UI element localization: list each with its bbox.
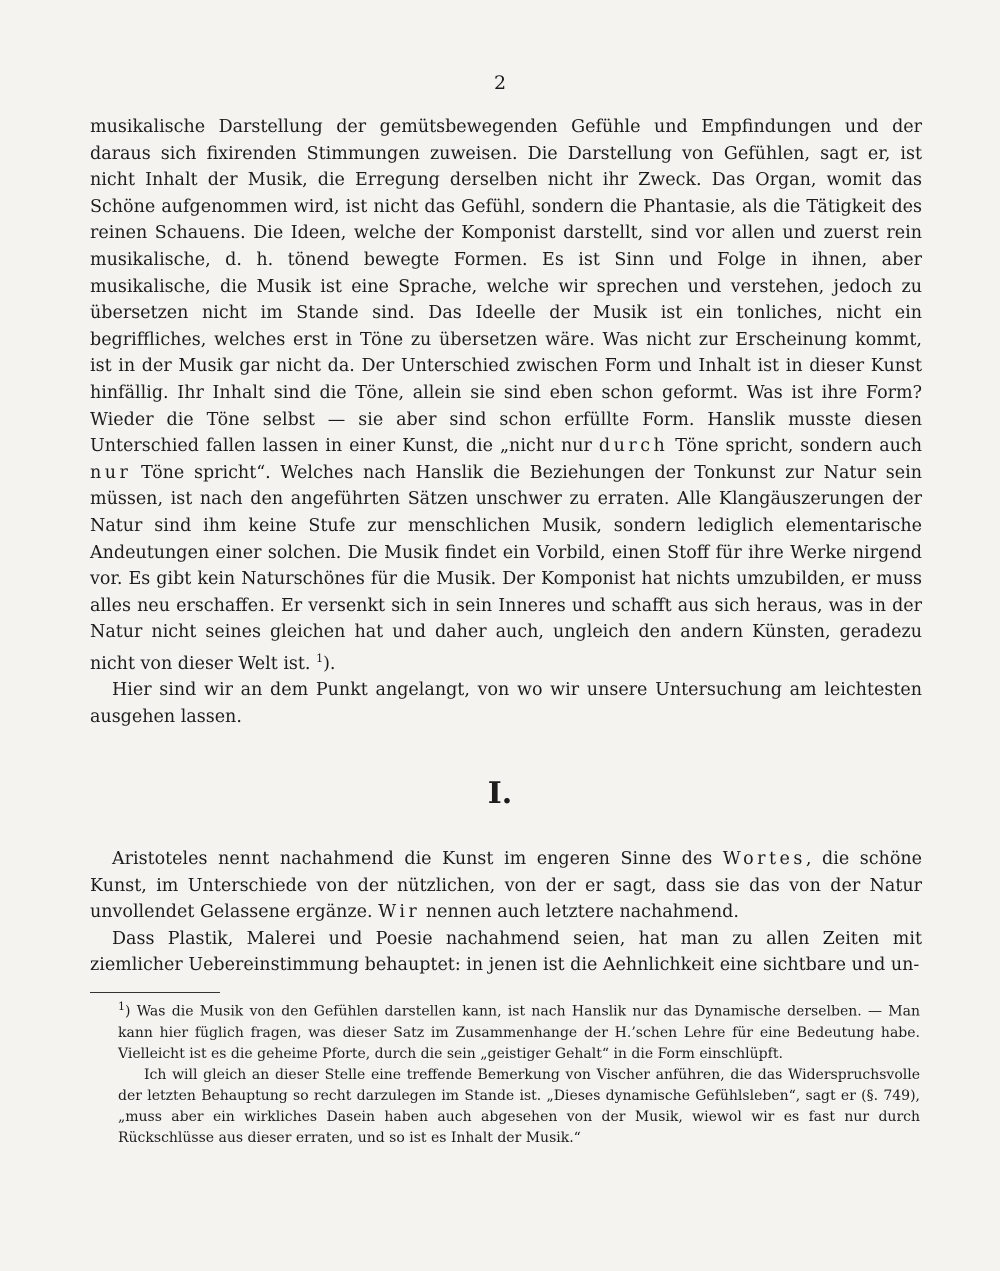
body-text: [90, 114, 922, 730]
paragraph: [90, 114, 922, 677]
spaced-word: nur: [90, 462, 132, 483]
page-number: 2: [493, 72, 507, 94]
footnote-divider: [90, 992, 220, 993]
spaced-word: durch: [598, 436, 669, 457]
footnote-paragraph: [118, 996, 920, 1065]
spaced-word: Wir: [378, 902, 421, 923]
section-heading: I.: [487, 776, 513, 811]
footnote-paragraph: Ich will gleich an dieser Stelle eine treffende Bemerkung von Vischer anführen, die das Widerspruchsvolle der letzten Behauptung so recht darzulegen im Stande ist. „Dieses dynamische Gefühlsleben“, sagt er (§. 749), „muss aber ein wirkliches Dasein haben auch abgesehen von der Musik, wiewol wir es fast nur durch Rückschlüsse aus dieser erraten, und so ist es Inhalt der Musik.“: [118, 1066, 920, 1146]
text-run: Töne spricht, sondern auch: [668, 436, 922, 457]
text-run: Aristoteles nennt nachahmend die Kunst im engeren Sinne des: [112, 849, 723, 869]
section-text: [90, 846, 922, 979]
footnote-mark: 1: [118, 1000, 125, 1013]
text-run: ).: [323, 653, 336, 674]
paragraph: Dass Plastik, Malerei und Poesie nachahmend seien, hat man zu allen Zeiten mit ziemlicher Uebereinstimmung behauptet: in jenen ist die Aehnlichkeit eine sichtbare und un-: [90, 928, 922, 976]
footnote-reference: 1: [316, 651, 324, 665]
footnote-text: ) Was die Musik von den Gefühlen darstellen kann, ist nach Hanslik nur das Dynamische derselben. — Man kann hier füglich fragen, was dieser Satz im Zusammenhange der H.’schen Lehre für eine Bedeutung habe. Vielleicht ist es die geheime Pforte, durch die sein „geistiger Gehalt“ in die Form einschlüpft.: [118, 1003, 920, 1062]
footnote: [118, 996, 920, 1149]
spaced-word: Wortes: [722, 849, 806, 869]
text-run: , die schöne Kunst, im Unterschiede von der nützlichen, von der er sagt, dass sie das von der Natur unvollendet Gelassene ergänze.: [90, 849, 922, 923]
paragraph: Hier sind wir an dem Punkt angelangt, von wo wir unsere Untersuchung am leichtesten ausgehen lassen.: [90, 680, 922, 727]
text-run: nennen auch letztere nachahmend.: [420, 902, 739, 923]
paragraph: [90, 846, 922, 926]
text-run: Töne spricht“. Welches nach Hanslik die Beziehungen der Tonkunst zur Natur sein müssen, ist nach den angeführten Sätzen unschwer zu erraten. Alle Klangäuszerungen der Natur sind ihm keine Stufe zur menschlichen Musik, sondern lediglich elementarische Andeutungen einer solchen. Die Musik findet ein Vorbild, einen Stoff für ihre Werke nirgend vor. Es gibt kein Naturschönes für die Musik. Der Komponist hat nichts umzubilden, er muss alles neu erschaffen. Er versenkt sich in sein Inneres und schafft aus sich heraus, was in der Natur nicht seines gleichen hat und daher auch, ungleich den andern Künsten, geradezu nicht von dieser Welt ist.: [90, 462, 922, 674]
text-run: musikalische Darstellung der gemütsbewegenden Gefühle und Empfindungen und der daraus sich fixirenden Stimmungen zuweisen. Die Darstellung von Gefühlen, sagt er, ist nicht Inhalt der Musik, die Erregung derselben nicht ihr Zweck. Das Organ, womit das Schöne aufgenommen wird, ist nicht das Gefühl, sondern die Phantasie, als die Tätigkeit des reinen Schauens. Die Ideen, welche der Komponist darstellt, sind vor allen und zuerst rein musikalische, d. h. tönend bewegte Formen. Es ist Sinn und Folge in ihnen, aber musikalische, die Musik ist eine Sprache, welche wir sprechen und verstehen, jedoch zu übersetzen nicht im Stande sind. Das Ideelle der Musik ist ein tonliches, nicht ein begriffliches, welches erst in Töne zu übersetzen wäre. Was nicht zur Erscheinung kommt, ist in der Musik gar nicht da. Der Unterschied zwischen Form und Inhalt ist in dieser Kunst hinfällig. Ihr Inhalt sind die Töne, allein sie sind eben schon geformt. Was ist ihre Form? Wieder die Töne selbst — sie aber sind schon erfüllte Form. Hanslik musste diesen Unterschied fallen lassen in einer Kunst, die „nicht nur: [90, 117, 922, 457]
